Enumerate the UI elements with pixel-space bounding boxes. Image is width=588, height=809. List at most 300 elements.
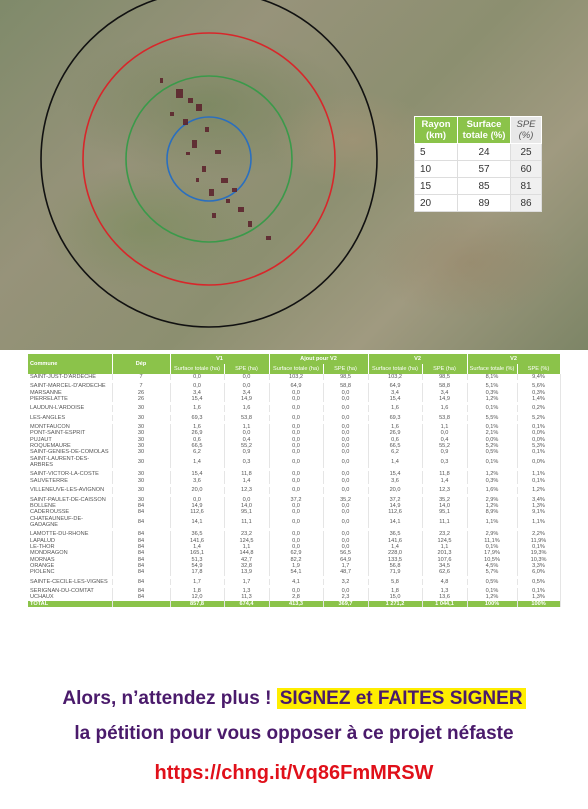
value-cell: 30 xyxy=(112,497,170,503)
value-cell: 58,8 xyxy=(422,383,467,389)
value-cell: 5,3% xyxy=(517,443,560,449)
value-cell: 857,8 xyxy=(170,601,224,607)
value-cell: 9,4% xyxy=(517,374,560,380)
value-cell: 30 xyxy=(112,443,170,449)
value-cell: 1,4 xyxy=(368,544,422,550)
header-spe: SPE (%) xyxy=(511,117,542,144)
cta-highlight: SIGNEZ et FAITES SIGNER xyxy=(277,688,526,709)
value-cell: 62,6 xyxy=(422,569,467,575)
value-cell: 103,2 xyxy=(368,374,422,380)
value-cell: 0,3 xyxy=(422,456,467,469)
value-cell: 1,4% xyxy=(517,396,560,402)
value-cell: 15,4 xyxy=(368,396,422,402)
value-cell: 5,6% xyxy=(517,383,560,389)
value-cell: 0,1% xyxy=(517,588,560,594)
value-cell: 64,9 xyxy=(269,383,323,389)
value-cell: 0,0 xyxy=(224,497,269,503)
value-cell: 15,4 xyxy=(170,471,224,477)
value-cell: 124,5 xyxy=(224,538,269,544)
value-cell: 0,0 xyxy=(269,538,323,544)
value-cell: 3,4 xyxy=(224,390,269,396)
call-to-action-line2: la pétition pour vous opposer à ce projet néfaste xyxy=(74,723,514,744)
value-cell: 133,5 xyxy=(368,557,422,563)
commune-cell: LAPALUD xyxy=(28,538,112,544)
value-cell: 54,1 xyxy=(269,569,323,575)
value-cell: 26,9 xyxy=(170,430,224,436)
value-cell: 64,9 xyxy=(368,383,422,389)
value-cell: 30 xyxy=(112,478,170,484)
value-cell: 1,6% xyxy=(467,487,517,493)
value-cell: 0,0% xyxy=(517,430,560,436)
commune-cell: LAMOTTE-DU-RHONE xyxy=(28,531,112,537)
commune-cell: LAUDUN-L'ARDOISE xyxy=(28,405,112,411)
value-cell: 5,8 xyxy=(368,579,422,585)
value-cell: 20,0 xyxy=(368,487,422,493)
value-cell: 0,0 xyxy=(269,449,323,455)
value-cell: 35,2 xyxy=(323,497,368,503)
value-cell: 14,1 xyxy=(170,516,224,529)
value-cell: 1,6 xyxy=(170,424,224,430)
value-cell: 4,8 xyxy=(422,579,467,585)
value-cell: 0,1% xyxy=(467,544,517,550)
commune-cell: LES-ANGLES xyxy=(28,415,112,421)
value-cell: 82,2 xyxy=(269,557,323,563)
value-cell: 1,3 xyxy=(422,588,467,594)
value-cell: 32,8 xyxy=(224,563,269,569)
value-cell: 141,6 xyxy=(170,538,224,544)
value-cell: 0,0 xyxy=(269,437,323,443)
value-cell: 14,1 xyxy=(368,516,422,529)
value-cell: 0,0 xyxy=(269,471,323,477)
value-cell: 1 044,1 xyxy=(422,601,467,607)
value-cell: 30 xyxy=(112,449,170,455)
value-cell: 6,2 xyxy=(368,449,422,455)
value-cell: 66,5 xyxy=(170,443,224,449)
commune-cell: SERIGNAN-DU-COMTAT xyxy=(28,588,112,594)
value-cell: 1,9 xyxy=(269,563,323,569)
circle-10km xyxy=(126,76,292,242)
value-cell: 53,8 xyxy=(422,415,467,421)
value-cell: 37,2 xyxy=(368,497,422,503)
rayon-cell: 5 xyxy=(415,144,458,161)
value-cell: 55,2 xyxy=(224,443,269,449)
value-cell: 84 xyxy=(112,531,170,537)
value-cell: 0,0 xyxy=(323,443,368,449)
value-cell: 13,9 xyxy=(224,569,269,575)
value-cell: 64,9 xyxy=(323,557,368,563)
value-cell: 1,2% xyxy=(467,594,517,600)
value-cell: 84 xyxy=(112,579,170,585)
value-cell: 674,4 xyxy=(224,601,269,607)
value-cell: 3,4 xyxy=(368,390,422,396)
table-row xyxy=(415,144,542,161)
value-cell: 5,7% xyxy=(467,569,517,575)
value-cell: 0,0 xyxy=(170,497,224,503)
value-cell: 23,2 xyxy=(224,531,269,537)
value-cell: 8,1% xyxy=(467,374,517,380)
total-row xyxy=(28,601,560,607)
value-cell: 0,0 xyxy=(323,456,368,469)
value-cell: 1,6 xyxy=(368,405,422,411)
value-cell: 6,0% xyxy=(517,569,560,575)
value-cell: 0,0 xyxy=(170,374,224,380)
value-cell: 13,6 xyxy=(422,594,467,600)
circle-20km xyxy=(41,0,377,327)
value-cell: 30 xyxy=(112,437,170,443)
value-cell: 0,0 xyxy=(224,383,269,389)
value-cell: 228,0 xyxy=(368,550,422,556)
value-cell: 6,2 xyxy=(170,449,224,455)
value-cell: 0,0 xyxy=(323,415,368,421)
value-cell: 95,1 xyxy=(422,509,467,515)
value-cell: 1,1 xyxy=(224,424,269,430)
header-surface-ha: Surface totale (ha) xyxy=(368,364,422,374)
value-cell: 1,4 xyxy=(224,478,269,484)
value-cell: 30 xyxy=(112,424,170,430)
value-cell: 2,3 xyxy=(323,594,368,600)
value-cell: 0,0 xyxy=(422,430,467,436)
header-surface-ha: Surface totale (ha) xyxy=(170,364,224,374)
value-cell: 12,0 xyxy=(170,594,224,600)
commune-cell: ORANGE xyxy=(28,563,112,569)
value-cell: 3,4% xyxy=(517,497,560,503)
value-cell: 0,4 xyxy=(224,437,269,443)
value-cell: 11,9% xyxy=(517,538,560,544)
value-cell: 1,1 xyxy=(224,544,269,550)
value-cell: 3,6 xyxy=(170,478,224,484)
value-cell: 0,9 xyxy=(224,449,269,455)
value-cell: 30 xyxy=(112,471,170,477)
value-cell: 103,2 xyxy=(269,374,323,380)
value-cell: 12,3 xyxy=(422,487,467,493)
value-cell: 84 xyxy=(112,557,170,563)
value-cell: 1,7 xyxy=(224,579,269,585)
petition-link[interactable]: https://chng.it/Vq86FmMRSW xyxy=(154,762,434,784)
value-cell: 0,0 xyxy=(224,430,269,436)
spe-cell: 60 xyxy=(511,161,542,178)
value-cell: 0,3% xyxy=(517,390,560,396)
value-cell: 69,3 xyxy=(170,415,224,421)
commune-cell: SAINT-MARCEL-D'ARDECHE xyxy=(28,383,112,389)
call-to-action-line1 xyxy=(0,686,588,712)
value-cell: 3,3% xyxy=(517,563,560,569)
value-cell: 0,0 xyxy=(269,390,323,396)
value-cell: 0,0 xyxy=(323,487,368,493)
value-cell: 0,4 xyxy=(422,437,467,443)
value-cell: 17,9% xyxy=(467,550,517,556)
value-cell: 56,8 xyxy=(368,563,422,569)
value-cell: 0,0 xyxy=(269,487,323,493)
commune-table xyxy=(28,354,561,607)
value-cell: 0,0 xyxy=(269,516,323,529)
value-cell: 5,5% xyxy=(467,415,517,421)
value-cell: 0,1% xyxy=(467,588,517,594)
value-cell: 12,3 xyxy=(224,487,269,493)
value-cell: 0,0 xyxy=(323,449,368,455)
value-cell: 1,3% xyxy=(517,594,560,600)
value-cell: 1,4 xyxy=(422,478,467,484)
value-cell: 0,1% xyxy=(467,424,517,430)
value-cell: 14,0 xyxy=(422,503,467,509)
value-cell: 100% xyxy=(467,601,517,607)
header-surface: Surface totale (%) xyxy=(458,117,511,144)
table-row xyxy=(415,161,542,178)
table-row xyxy=(415,195,542,212)
value-cell: 0,1% xyxy=(467,405,517,411)
value-cell: 0,5% xyxy=(517,579,560,585)
value-cell: 7 xyxy=(112,374,170,380)
value-cell: 84 xyxy=(112,538,170,544)
value-cell: 0,1% xyxy=(517,544,560,550)
value-cell: 71,9 xyxy=(368,569,422,575)
commune-cell: PUJAUT xyxy=(28,437,112,443)
value-cell: 0,6 xyxy=(368,437,422,443)
value-cell: 4,1 xyxy=(269,579,323,585)
value-cell: 11,1 xyxy=(224,516,269,529)
value-cell: 7 xyxy=(112,383,170,389)
commune-cell: UCHAUX xyxy=(28,594,112,600)
commune-cell: MORNAS xyxy=(28,557,112,563)
value-cell: 19,3% xyxy=(517,550,560,556)
value-cell: 1,6 xyxy=(224,405,269,411)
commune-cell: ROQUEMAURE xyxy=(28,443,112,449)
value-cell: 0,0 xyxy=(323,588,368,594)
value-cell: 84 xyxy=(112,588,170,594)
value-cell: 11,8 xyxy=(422,471,467,477)
value-cell: 0,0 xyxy=(269,588,323,594)
value-cell: 35,2 xyxy=(422,497,467,503)
header-v1: V1 xyxy=(170,354,269,364)
value-cell: 1,7 xyxy=(170,579,224,585)
value-cell: 30 xyxy=(112,415,170,421)
surface-cell: 89 xyxy=(458,195,511,212)
value-cell: 0,0 xyxy=(269,503,323,509)
value-cell: 0,0 xyxy=(170,383,224,389)
commune-cell: SAINT-GENIES-DE-COMOLAS xyxy=(28,449,112,455)
value-cell: 84 xyxy=(112,569,170,575)
commune-cell: MONTFAUCON xyxy=(28,424,112,430)
value-cell: 1,8 xyxy=(368,588,422,594)
header-rayon: Rayon (km) xyxy=(415,117,458,144)
value-cell: 100% xyxy=(517,601,560,607)
value-cell: 53,8 xyxy=(224,415,269,421)
value-cell: 0,5% xyxy=(467,449,517,455)
value-cell: 3,4 xyxy=(170,390,224,396)
value-cell: 112,6 xyxy=(368,509,422,515)
value-cell: 55,2 xyxy=(422,443,467,449)
value-cell: 0,3% xyxy=(467,390,517,396)
value-cell: 36,5 xyxy=(368,531,422,537)
commune-cell: CHATEAUNEUF-DE-GADAGNE xyxy=(28,516,112,529)
value-cell: 66,5 xyxy=(368,443,422,449)
value-cell: 0,0 xyxy=(323,390,368,396)
value-cell: 84 xyxy=(112,544,170,550)
radius-table xyxy=(414,116,542,212)
value-cell: 1,1 xyxy=(422,544,467,550)
value-cell: 0,0 xyxy=(269,443,323,449)
value-cell: 0,1% xyxy=(517,449,560,455)
value-cell: 26,9 xyxy=(368,430,422,436)
value-cell: 1,2% xyxy=(467,396,517,402)
commune-cell: SAINT-VICTOR-LA-COSTE xyxy=(28,471,112,477)
value-cell: 0,0 xyxy=(323,509,368,515)
value-cell: 14,9 xyxy=(422,396,467,402)
commune-cell: SAUVETERRE xyxy=(28,478,112,484)
value-cell: 124,5 xyxy=(422,538,467,544)
value-cell: 2,8 xyxy=(269,594,323,600)
value-cell: 1,8 xyxy=(170,588,224,594)
table-row xyxy=(28,516,560,529)
header-spe-pct: SPE (%) xyxy=(517,364,560,374)
value-cell: 4,5% xyxy=(467,563,517,569)
value-cell: 0,0 xyxy=(323,516,368,529)
value-cell: 1,1% xyxy=(467,516,517,529)
value-cell: 1,2% xyxy=(467,503,517,509)
value-cell: 1,3% xyxy=(517,503,560,509)
value-cell: 34,5 xyxy=(422,563,467,569)
surface-cell: 57 xyxy=(458,161,511,178)
value-cell: 3,6 xyxy=(368,478,422,484)
value-cell: 84 xyxy=(112,516,170,529)
value-cell: 2,1% xyxy=(467,430,517,436)
value-cell: 3,4 xyxy=(422,390,467,396)
value-cell: 0,0% xyxy=(517,437,560,443)
value-cell: 11,1 xyxy=(422,516,467,529)
value-cell: 84 xyxy=(112,550,170,556)
value-cell: 69,3 xyxy=(368,415,422,421)
commune-cell: SAINT-PAULET-DE-CAISSON xyxy=(28,497,112,503)
commune-cell: SAINTE-CECILE-LES-VIGNES xyxy=(28,579,112,585)
value-cell: 1,2% xyxy=(467,471,517,477)
value-cell: 1,1 xyxy=(422,424,467,430)
value-cell: 3,2 xyxy=(323,579,368,585)
value-cell: 0,0 xyxy=(269,405,323,411)
header-ajout: Ajout pour V2 xyxy=(269,354,368,364)
value-cell: 0,0% xyxy=(467,437,517,443)
value-cell: 0,1% xyxy=(517,424,560,430)
value-cell: 0,0 xyxy=(269,478,323,484)
rayon-cell: 20 xyxy=(415,195,458,212)
value-cell: 37,2 xyxy=(269,497,323,503)
value-cell: 0,0 xyxy=(269,430,323,436)
value-cell: 5,2% xyxy=(517,415,560,421)
value-cell xyxy=(112,601,170,607)
spe-cell: 81 xyxy=(511,178,542,195)
value-cell: 141,6 xyxy=(368,538,422,544)
value-cell: 0,5% xyxy=(467,579,517,585)
value-cell: 95,1 xyxy=(224,509,269,515)
value-cell: 26 xyxy=(112,396,170,402)
table-row xyxy=(28,456,560,469)
value-cell: 14,0 xyxy=(224,503,269,509)
value-cell: 0,0 xyxy=(269,415,323,421)
value-cell: 0,0 xyxy=(269,544,323,550)
cta-text: Alors, n’attendez plus ! xyxy=(62,688,277,709)
value-cell: 1,6 xyxy=(170,405,224,411)
spe-cell: 25 xyxy=(511,144,542,161)
value-cell: 0,0 xyxy=(323,503,368,509)
commune-cell: PIOLENC xyxy=(28,569,112,575)
value-cell: 23,2 xyxy=(422,531,467,537)
value-cell: 30 xyxy=(112,487,170,493)
solar-parcels xyxy=(160,78,271,240)
value-cell: 0,0 xyxy=(269,456,323,469)
value-cell: 1,4 xyxy=(368,456,422,469)
value-cell: 0,0% xyxy=(517,456,560,469)
commune-cell: TOTAL xyxy=(28,601,112,607)
commune-cell: LE-THOR xyxy=(28,544,112,550)
value-cell: 30 xyxy=(112,405,170,411)
value-cell: 0,0 xyxy=(323,531,368,537)
value-cell: 54,9 xyxy=(170,563,224,569)
commune-table-wrapper xyxy=(28,354,560,674)
value-cell: 0,0 xyxy=(323,396,368,402)
value-cell: 98,5 xyxy=(422,374,467,380)
spe-cell: 86 xyxy=(511,195,542,212)
value-cell: 0,0 xyxy=(323,405,368,411)
commune-cell: SAINT-LAURENT-DES-ARBRES xyxy=(28,456,112,469)
surface-cell: 24 xyxy=(458,144,511,161)
header-spe-ha: SPE (ha) xyxy=(422,364,467,374)
header-spe-ha: SPE (ha) xyxy=(323,364,368,374)
header-commune: Commune xyxy=(28,354,112,374)
value-cell: 0,0 xyxy=(269,424,323,430)
value-cell: 30 xyxy=(112,430,170,436)
value-cell: 107,6 xyxy=(422,557,467,563)
value-cell: 201,3 xyxy=(422,550,467,556)
value-cell: 36,5 xyxy=(170,531,224,537)
value-cell: 2,9% xyxy=(467,531,517,537)
value-cell: 0,3 xyxy=(224,456,269,469)
value-cell: 14,9 xyxy=(170,503,224,509)
value-cell: 56,5 xyxy=(323,550,368,556)
header-surface-ha: Surface totale (ha) xyxy=(269,364,323,374)
value-cell: 51,3 xyxy=(170,557,224,563)
value-cell: 0,0 xyxy=(323,437,368,443)
value-cell: 1,6 xyxy=(422,405,467,411)
value-cell: 48,7 xyxy=(323,569,368,575)
value-cell: 0,0 xyxy=(269,509,323,515)
value-cell: 2,9% xyxy=(467,497,517,503)
value-cell: 30 xyxy=(112,456,170,469)
commune-cell: BOLLENE xyxy=(28,503,112,509)
value-cell: 1 271,2 xyxy=(368,601,422,607)
header-spe-ha: SPE (ha) xyxy=(224,364,269,374)
header-surface-pct: Surface totale (%) xyxy=(467,364,517,374)
value-cell: 8,9% xyxy=(467,509,517,515)
commune-cell: PONT-SAINT-ESPRIT xyxy=(28,430,112,436)
value-cell: 1,4 xyxy=(170,456,224,469)
value-cell: 26 xyxy=(112,390,170,396)
commune-cell: CADEROUSSE xyxy=(28,509,112,515)
value-cell: 0,0 xyxy=(269,396,323,402)
commune-cell: SAINT-JUST-D'ARDECHE xyxy=(28,374,112,380)
value-cell: 58,8 xyxy=(323,383,368,389)
value-cell: 1,1% xyxy=(517,516,560,529)
rayon-cell: 15 xyxy=(415,178,458,195)
value-cell: 0,0 xyxy=(269,531,323,537)
value-cell: 1,4 xyxy=(170,544,224,550)
value-cell: 84 xyxy=(112,503,170,509)
value-cell: 0,0 xyxy=(323,471,368,477)
surface-cell: 85 xyxy=(458,178,511,195)
value-cell: 0,0 xyxy=(224,374,269,380)
value-cell: 14,9 xyxy=(368,503,422,509)
value-cell: 1,7 xyxy=(323,563,368,569)
value-cell: 0,3% xyxy=(467,478,517,484)
value-cell: 0,9 xyxy=(422,449,467,455)
commune-cell: MONDRAGON xyxy=(28,550,112,556)
